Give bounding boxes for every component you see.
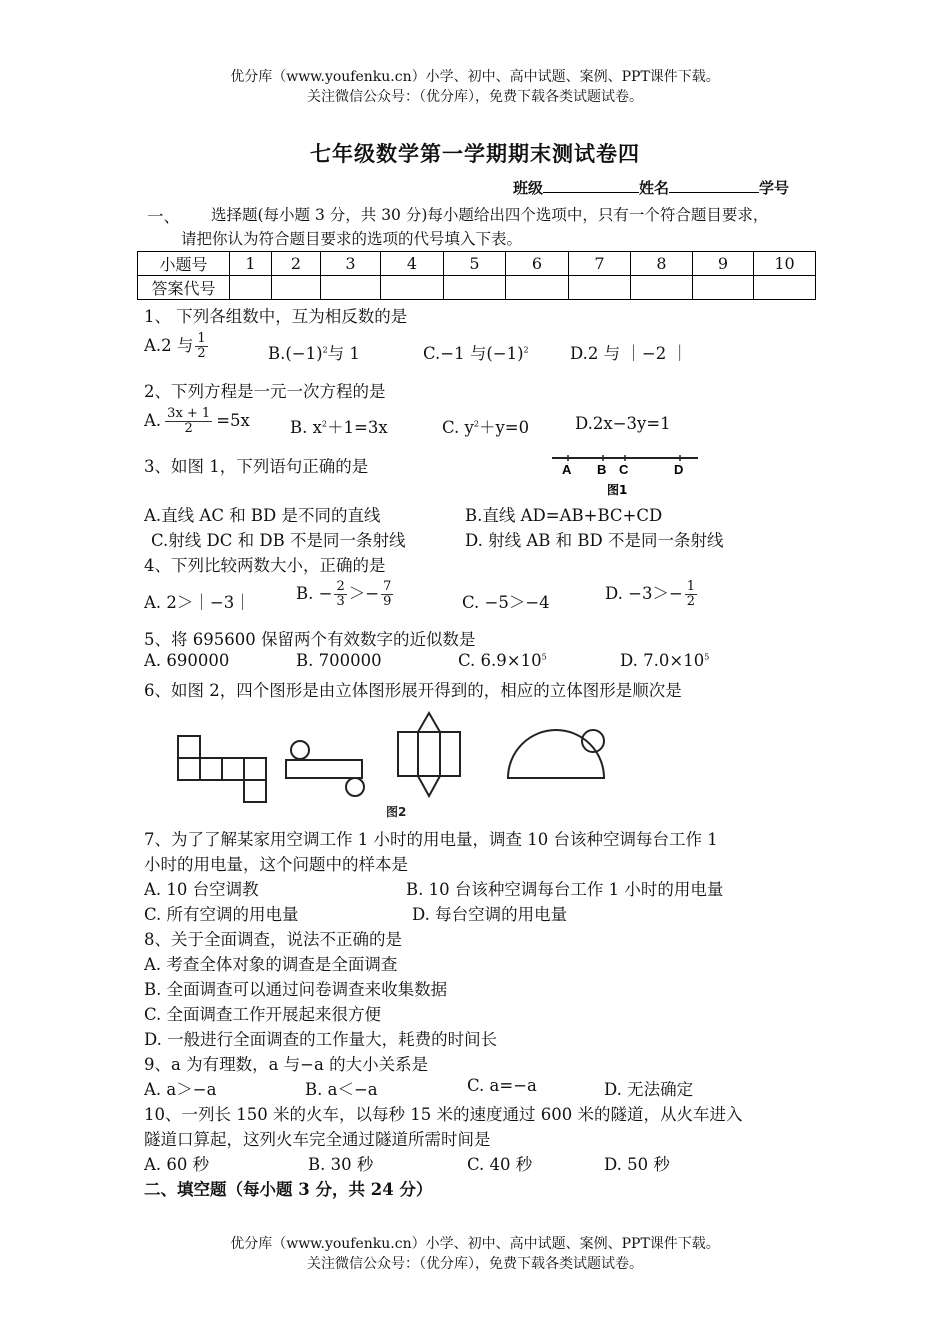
page-header-line1: 优分库（www.youfenku.cn）小学、初中、高中试题、案例、PPT课件下载。 <box>230 69 720 85</box>
q1-option-c <box>423 340 529 364</box>
net-cube <box>178 736 266 802</box>
q4-b-mid: ＞− <box>348 584 380 603</box>
fig2-caption: 图2 <box>386 805 407 819</box>
q10-stem-1: 10、一列长 150 米的火车，以每秒 15 米的速度通过 600 米的隧道，从火车进入 <box>144 1105 743 1124</box>
q2-c-sup: 2 <box>473 419 479 429</box>
q3-option-c: C.射线 DC 和 DB 不是同一条射线 <box>151 531 406 550</box>
q3-option-a: A.直线 AC 和 BD 是不同的直线 <box>144 506 381 525</box>
q2-stem: 2、下列方程是一元一次方程的是 <box>144 382 386 401</box>
q4-b-num2: 7 <box>383 579 392 594</box>
q1-c-text: C.−1 与(−1) <box>423 344 524 363</box>
col-number: 2 <box>272 252 321 276</box>
q1-option-b <box>268 340 360 364</box>
q7-option-a: A. 10 台空调教 <box>144 880 259 899</box>
section1-number: 一、 <box>147 207 180 226</box>
q2-option-c <box>442 414 529 438</box>
q2-b-sup: 2 <box>321 419 328 429</box>
student-info <box>513 177 789 198</box>
q8-option-d: D. 一般进行全面调查的工作量大，耗费的时间长 <box>144 1030 498 1049</box>
q9-option-b: B. a＜−a <box>305 1080 378 1099</box>
net-prism <box>398 713 460 796</box>
q9-option-d: D. 无法确定 <box>604 1080 694 1099</box>
q2-a-numerator: 3x + 1 <box>167 406 211 421</box>
q8-option-c: C. 全面调查工作开展起来很方便 <box>144 1005 382 1024</box>
col-number: 10 <box>754 252 816 276</box>
q5-option-d <box>620 651 709 670</box>
q4-option-d <box>605 580 699 609</box>
q2-c-text: C. y <box>442 418 474 437</box>
q4-stem: 4、下列比较两数大小，正确的是 <box>144 556 386 575</box>
answer-cell[interactable] <box>631 276 693 300</box>
answer-cell[interactable] <box>321 276 381 300</box>
id-label: 学号 <box>759 179 790 197</box>
fig1-label-c: C <box>619 462 629 477</box>
q5-c-text: C. 6.9×10 <box>458 651 542 670</box>
fig1-caption: 图1 <box>607 483 628 497</box>
q10-stem-2: 隧道口算起，这列火车完全通过隧道所需时间是 <box>144 1130 491 1149</box>
q4-option-c: C. −5＞−4 <box>462 593 550 612</box>
answer-cell[interactable] <box>569 276 631 300</box>
q7-stem-2: 小时的用电量，这个问题中的样本是 <box>144 855 408 874</box>
answer-cell[interactable] <box>444 276 506 300</box>
answer-cell[interactable] <box>693 276 754 300</box>
q7-option-b: B. 10 台该种空调每台工作 1 小时的用电量 <box>406 880 724 899</box>
q1-stem: 1、 下列各组数中，互为相反数的是 <box>144 307 408 326</box>
q2-option-d: D.2x−3y=1 <box>575 414 671 433</box>
q3-option-b: B.直线 AD=AB+BC+CD <box>465 506 663 525</box>
q1-b-sup: 2 <box>322 345 328 355</box>
q2-a-text: A. <box>144 411 162 430</box>
answer-cell[interactable] <box>381 276 444 300</box>
q4-b-text: B. − <box>296 584 333 603</box>
col-number: 9 <box>693 252 754 276</box>
answer-cell[interactable] <box>272 276 321 300</box>
col-number: 5 <box>444 252 506 276</box>
q5-option-c <box>458 651 547 670</box>
q3-stem: 3、如图 1，下列语句正确的是 <box>144 457 369 476</box>
q2-a-denominator: 2 <box>184 421 193 436</box>
section2-heading: 二、填空题（每小题 3 分，共 24 分） <box>144 1180 433 1199</box>
q9-option-c: C. a=−a <box>467 1076 537 1095</box>
q9-stem: 9、a 为有理数，a 与−a 的大小关系是 <box>144 1055 429 1074</box>
answer-cell[interactable] <box>754 276 816 300</box>
class-blank[interactable] <box>543 192 639 193</box>
name-blank[interactable] <box>669 192 759 193</box>
q7-stem-1: 7、为了了解某家用空调工作 1 小时的用电量，调查 10 台该种空调每台工作 1 <box>144 830 718 849</box>
row-label-answer: 答案代号 <box>138 276 230 300</box>
q2-a-post: =5x <box>216 411 250 430</box>
section1-instructions-2: 请把你认为符合题目要求的选项的代号填入下表。 <box>181 230 523 248</box>
page-footer-line2: 关注微信公众号：（优分库），免费下载各类试题试卷。 <box>307 1256 643 1272</box>
q4-option-b <box>296 580 395 609</box>
q4-b-den1: 3 <box>336 594 345 609</box>
section1-instructions-1: 选择题(每小题 3 分，共 30 分)每小题给出四个选项中，只有一个符合题目要求， <box>211 206 769 224</box>
answer-cell[interactable] <box>506 276 569 300</box>
q1-b-post: 与 1 <box>327 344 360 363</box>
table-row <box>138 276 816 300</box>
q10-option-d: D. 50 秒 <box>604 1155 670 1174</box>
figure-1 <box>546 450 706 498</box>
q8-option-a: A. 考查全体对象的调查是全面调查 <box>144 955 398 974</box>
q2-option-a <box>144 407 250 436</box>
q4-b-num1: 2 <box>336 579 345 594</box>
q7-option-d: D. 每台空调的用电量 <box>412 905 568 924</box>
q10-option-c: C. 40 秒 <box>467 1155 533 1174</box>
page-header-line2: 关注微信公众号：（优分库），免费下载各类试题试卷。 <box>307 89 643 105</box>
q10-option-a: A. 60 秒 <box>144 1155 210 1174</box>
q1-option-a <box>144 332 210 361</box>
q3-option-d: D. 射线 AB 和 BD 不是同一条射线 <box>465 531 724 550</box>
col-number: 7 <box>569 252 631 276</box>
q1-a-text: A.2 与 <box>144 336 194 355</box>
q5-d-text: D. 7.0×10 <box>620 651 705 670</box>
name-label: 姓名 <box>639 179 670 197</box>
q5-stem: 5、将 695600 保留两个有效数字的近似数是 <box>144 630 476 649</box>
q5-option-b: B. 700000 <box>296 651 382 670</box>
net-cone <box>508 730 604 778</box>
row-label-number: 小题号 <box>138 252 230 276</box>
q8-option-b: B. 全面调查可以通过问卷调查来收集数据 <box>144 980 448 999</box>
col-number: 6 <box>506 252 569 276</box>
q1-a-numerator: 1 <box>197 331 206 346</box>
q1-a-denominator: 2 <box>197 346 206 361</box>
col-number: 8 <box>631 252 693 276</box>
q5-d-sup: 5 <box>704 652 710 662</box>
answer-table <box>137 251 816 300</box>
col-number: 4 <box>381 252 444 276</box>
q1-c-sup: 2 <box>523 345 529 355</box>
page-footer-line1: 优分库（www.youfenku.cn）小学、初中、高中试题、案例、PPT课件下载。 <box>230 1236 720 1252</box>
net-cylinder <box>286 741 364 796</box>
answer-cell[interactable] <box>230 276 272 300</box>
q9-option-a: A. a＞−a <box>144 1080 217 1099</box>
q4-d-den: 2 <box>686 594 696 609</box>
q1-option-d: D.2 与 ｜−2 ｜ <box>570 344 688 363</box>
q4-b-den2: 9 <box>383 594 392 609</box>
q6-stem: 6、如图 2，四个图形是由立体图形展开得到的，相应的立体图形是顺次是 <box>144 681 682 700</box>
q8-stem: 8、关于全面调查，说法不正确的是 <box>144 930 402 949</box>
q2-b-post: ＋1=3x <box>327 418 388 437</box>
q2-option-b <box>290 414 388 438</box>
q2-b-text: B. x <box>290 418 322 437</box>
q4-d-text: D. −3＞− <box>605 584 683 603</box>
fig1-label-b: B <box>597 462 607 477</box>
q5-option-a: A. 690000 <box>144 651 230 670</box>
q1-b-text: B.(−1) <box>268 344 323 363</box>
q4-option-a: A. 2＞｜−3｜ <box>144 593 251 612</box>
exam-title: 七年级数学第一学期期末测试卷四 <box>310 141 640 166</box>
q5-c-sup: 5 <box>541 652 547 662</box>
fig1-label-d: D <box>674 462 684 477</box>
q4-d-num: 1 <box>686 579 696 594</box>
fig1-label-a: A <box>562 462 572 477</box>
figure-2 <box>170 708 610 820</box>
class-label: 班级 <box>513 179 544 197</box>
q7-option-c: C. 所有空调的用电量 <box>144 905 299 924</box>
col-number: 1 <box>230 252 272 276</box>
table-row <box>138 252 816 276</box>
q2-c-post: ＋y=0 <box>478 418 530 437</box>
q10-option-b: B. 30 秒 <box>308 1155 374 1174</box>
col-number: 3 <box>321 252 381 276</box>
